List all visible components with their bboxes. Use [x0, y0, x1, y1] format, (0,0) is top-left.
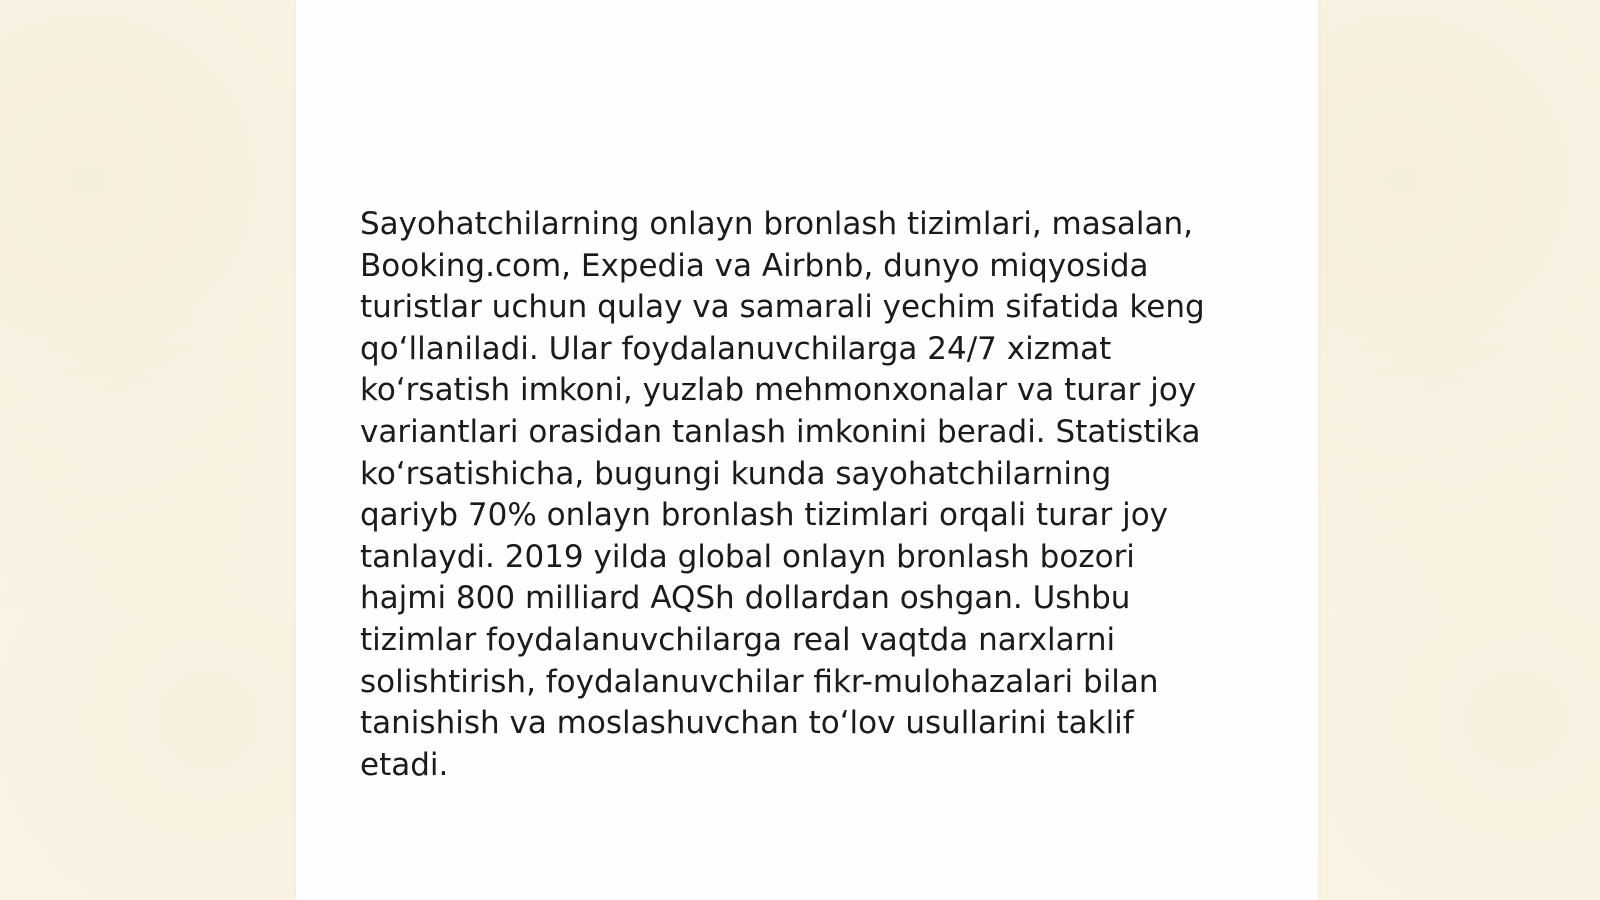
paragraph-line: Booking.com, Expedia va Airbnb, dunyo miqyosida	[360, 247, 1149, 284]
paragraph-line: etadi.	[360, 746, 449, 783]
paragraph-line: tizimlar foydalanuvchilarga real vaqtda narxlarni	[360, 621, 1116, 658]
paragraph-line: tanishish va moslashuvchan toʻlov usullarini taklif	[360, 705, 1134, 742]
left-margin-background	[0, 0, 296, 900]
document-page	[296, 0, 1318, 900]
body-paragraph	[360, 204, 1260, 786]
paragraph-line: koʻrsatishicha, bugungi kunda sayohatchilarning	[360, 455, 1112, 492]
paragraph-line: turistlar uchun qulay va samarali yechim sifatida keng	[360, 289, 1205, 326]
paragraph-line: qariyb 70% onlayn bronlash tizimlari orqali turar joy	[360, 497, 1169, 534]
paragraph-line: solishtirish, foydalanuvchilar fikr-mulohazalari bilan	[360, 663, 1159, 700]
paragraph-line: tanlaydi. 2019 yilda global onlayn bronlash bozori	[360, 538, 1135, 575]
paragraph-line: Sayohatchilarning onlayn bronlash tizimlari, masalan,	[360, 206, 1194, 242]
paragraph-line: variantlari orasidan tanlash imkonini beradi. Statistika	[360, 413, 1201, 450]
right-margin-background	[1318, 0, 1600, 900]
paragraph-line: qoʻllaniladi. Ular foydalanuvchilarga 24/7 xizmat	[360, 330, 1112, 367]
paragraph-line: koʻrsatish imkoni, yuzlab mehmonxonalar va turar joy	[360, 372, 1197, 409]
paragraph-line: hajmi 800 milliard AQSh dollardan oshgan. Ushbu	[360, 580, 1131, 617]
